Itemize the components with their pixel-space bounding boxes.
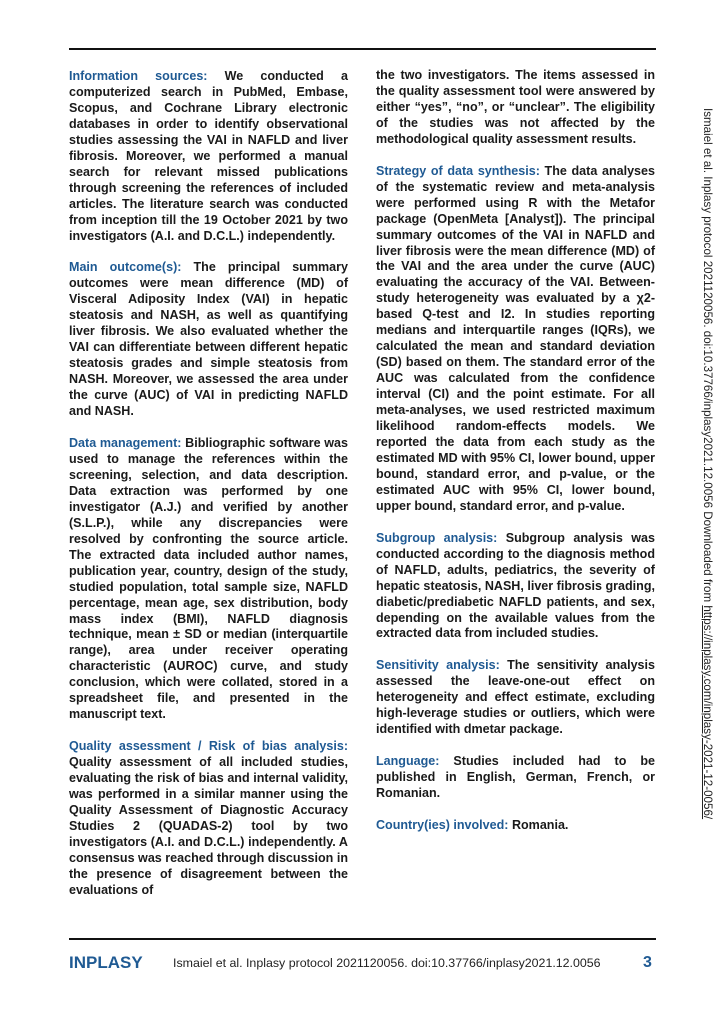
section-heading: Country(ies) involved:: [376, 818, 509, 833]
footer-brand-logo: INPLASY: [69, 953, 143, 972]
section-body: The data analyses of the systematic review and meta-analysis were performed using R with the Metafor package (OpenMeta [Analyst]). The principal summary outcomes of the VAI in NAFLD and liver fibrosis were the mean difference (MD) of the VAI and the area under the curve (AUC) evaluating the accuracy of the VAI. Between-study heterogeneity was evaluated by a χ2-based Q-test and I2. In studies reporting medians and interquartile ranges (IQRs), we calculated the mean and standard deviation (SD) based on them. The standard error of the AUC was calculated from the confidence interval (CI) and the point estimate. For all meta-analyses, we used restricted maximum likelihood random-effects models. We reported the data from each study as the estimated MD with 95% CI, lower bound, upper bound, standard error, and p-value, or the estimated AUC with 95% CI, lower bound, upper bound, standard error, and p-value.: [376, 163, 655, 513]
section-sensitivity-analysis: [376, 658, 655, 738]
section-body: The sensitivity analysis assessed the leave-one-out effect on heterogeneity and effect estimate, excluding high-leverage studies or outliers, which were identified with dmetar package.: [376, 658, 655, 737]
section-heading: Subgroup analysis:: [376, 530, 498, 545]
section-heading: Quality assessment / Risk of bias analysis:: [69, 739, 348, 754]
page-number: 3: [643, 954, 652, 971]
bottom-rule: [69, 938, 656, 940]
section-body: Subgroup analysis was conducted according to the diagnosis method of NAFLD, adults, pediatrics, the severity of hepatic steatosis, NASH, liver fibrosis grading, diabetic/prediabetic NAFLD patients, and sex, depending on the available values from the extracted data from included studies.: [376, 530, 655, 641]
section-language: [376, 754, 655, 802]
right-column: [376, 68, 655, 850]
section-quality-assessment-continued: [376, 68, 655, 148]
section-strategy-data-synthesis: [376, 164, 655, 515]
section-heading: Language:: [376, 754, 440, 769]
section-body: the two investigators. The items assessed in the quality assessment tool were answered by either “yes”, “no”, or “unclear”. The eligibility of the studies was not affected by the methodological quality assessment results.: [376, 68, 655, 146]
side-note-text: Ismaiel et al. Inplasy protocol 2021120056. doi:10.37766/inplasy2021.12.0056 Downloaded from: [701, 108, 714, 606]
section-subgroup-analysis: [376, 531, 655, 643]
section-body: The principal summary outcomes were mean difference (MD) of Visceral Adiposity Index (VAI) in hepatic steatosis and NASH, as well as quantifying liver fibrosis. We also evaluated whether the VAI can differentiate between different hepatic steatosis grades and simple steatosis from NASH. Moreover, we assessed the area under the curve (AUC) of VAI in predicting NAFLD and NASH.: [69, 260, 348, 419]
left-column: [69, 69, 348, 915]
section-heading: Strategy of data synthesis:: [376, 163, 540, 178]
section-data-management: [69, 436, 348, 723]
section-body: Bibliographic software was used to manage the references within the screening, selection, and data description. Data extraction was performed by one investigator (A.J.) and verified by another (S.L.P.), while any discrepancies were resolved by confronting the source article. The extracted data included author names, publication year, country, design of the study, studied population, total sample size, NAFLD percentage, mean age, sex distribution, body mass index (BMI), NAFLD diagnosis technique, mean ± SD or median (interquartile range), area under receiver operating characteristic (AUROC) curve, and study conclusion, which were collated, stored in a spreadsheet file, and presented in the manuscript text.: [69, 436, 349, 722]
section-heading: Data management:: [69, 436, 182, 451]
side-note-link[interactable]: https://inplasy.com/inplasy-2021-12-0056/: [701, 605, 714, 820]
section-body: Romania.: [508, 818, 569, 833]
section-information-sources: [69, 69, 348, 244]
section-heading: Information sources:: [69, 69, 208, 83]
section-body: Studies included had to be published in English, German, French, or Romanian.: [376, 754, 655, 801]
section-main-outcomes: [69, 260, 348, 420]
side-download-note: [700, 108, 714, 898]
section-heading: Main outcome(s):: [69, 260, 182, 275]
top-rule: [69, 48, 656, 50]
section-quality-assessment: [69, 739, 348, 899]
section-body: Quality assessment of all included studies, evaluating the risk of bias and internal validity, was performed in a similar manner using the Quality Assessment of Diagnostic Accuracy Studies 2 (QUADAS-2) tool by two investigators (A.I. and D.C.L.) independently. A consensus was reached through discussion in the presence of disagreement between the evaluations of: [69, 755, 348, 897]
section-heading: Sensitivity analysis:: [376, 658, 500, 673]
section-body: We conducted a computerized search in PubMed, Embase, Scopus, and Cochrane Library electronic databases in order to identify observational studies assessing the VAI in NAFLD and liver fibrosis. Moreover, we performed a manual search for relevant missed publications through screening the references of included articles. The literature search was conducted from inception till the 19 October 2021 by two investigators (A.I. and D.C.L.) independently.: [69, 69, 348, 243]
footer-citation: Ismaiel et al. Inplasy protocol 2021120056. doi:10.37766/inplasy2021.12.0056: [173, 956, 601, 970]
section-countries-involved: [376, 818, 655, 834]
